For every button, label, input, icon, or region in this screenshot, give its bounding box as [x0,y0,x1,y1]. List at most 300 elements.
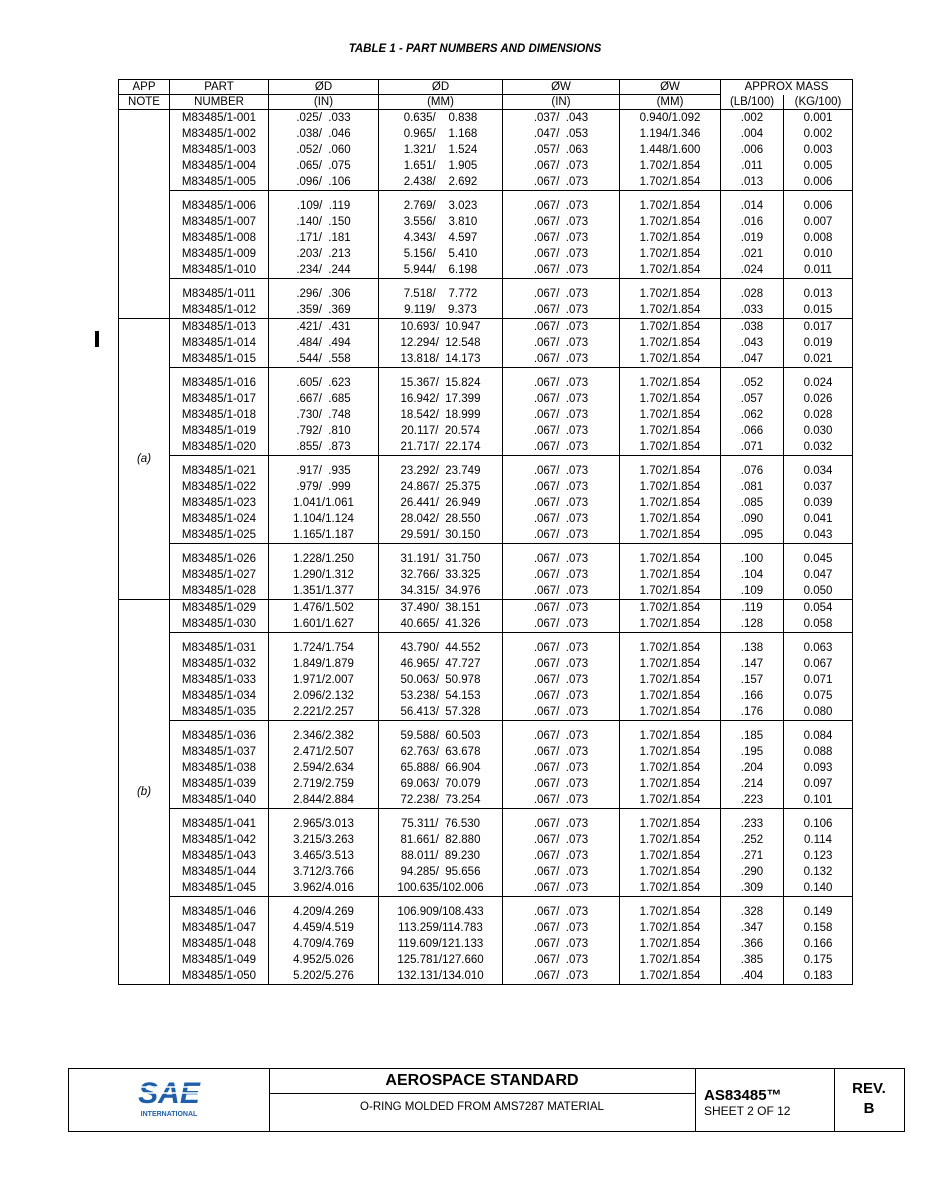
table-row [119,302,853,319]
mass-lb-cell: .002 [721,110,784,127]
w-mm-cell: 1.448/1.600 [620,142,721,158]
mass-kg-cell: 0.001 [784,110,853,127]
mass-kg-cell: 0.003 [784,142,853,158]
table-row [119,776,853,792]
d-in-cell: 3.215/3.263 [269,832,379,848]
mass-lb-cell: .006 [721,142,784,158]
table-row [119,375,853,391]
part-number-cell: M83485/1-038 [170,760,269,776]
part-number-cell: M83485/1-039 [170,776,269,792]
d-in-cell: 2.594/2.634 [269,760,379,776]
mass-kg-cell: 0.054 [784,600,853,617]
w-mm-cell: 1.702/1.854 [620,600,721,617]
table-row [119,616,853,633]
part-number-cell: M83485/1-023 [170,495,269,511]
part-number-cell: M83485/1-021 [170,463,269,479]
title-block [68,1068,905,1132]
w-in-cell: .067/ .073 [503,407,620,423]
d-in-cell: .171/ .181 [269,230,379,246]
table-row [119,262,853,279]
w-in-cell: .067/ .073 [503,230,620,246]
d-mm-cell: 100.635/102.006 [379,880,503,897]
mass-kg-cell: 0.028 [784,407,853,423]
d-in-cell: 3.712/3.766 [269,864,379,880]
d-mm-cell: 119.609/121.133 [379,936,503,952]
table-row [119,583,853,600]
d-in-cell: .096/ .106 [269,174,379,191]
d-mm-cell: 5.156/ 5.410 [379,246,503,262]
mass-lb-cell: .095 [721,527,784,544]
part-number-cell: M83485/1-011 [170,286,269,302]
mass-kg-cell: 0.026 [784,391,853,407]
w-mm-cell: 1.702/1.854 [620,391,721,407]
table-title: TABLE 1 - PART NUMBERS AND DIMENSIONS [348,43,602,55]
d-mm-cell: 125.781/127.660 [379,952,503,968]
w-mm-cell: 1.702/1.854 [620,567,721,583]
header-w-mm-unit: (MM) [620,95,721,110]
mass-kg-cell: 0.041 [784,511,853,527]
part-number-cell: M83485/1-027 [170,567,269,583]
mass-lb-cell: .021 [721,246,784,262]
w-in-cell: .067/ .073 [503,688,620,704]
w-mm-cell: 1.702/1.854 [620,776,721,792]
mass-lb-cell: .038 [721,319,784,336]
mass-lb-cell: .347 [721,920,784,936]
mass-kg-cell: 0.114 [784,832,853,848]
table-row [119,319,853,336]
d-mm-cell: 1.651/ 1.905 [379,158,503,174]
spacer-row [119,809,853,817]
d-mm-cell: 113.259/114.783 [379,920,503,936]
d-in-cell: 4.952/5.026 [269,952,379,968]
w-in-cell: .067/ .073 [503,600,620,617]
part-number-cell: M83485/1-044 [170,864,269,880]
w-in-cell: .067/ .073 [503,880,620,897]
w-in-cell: .067/ .073 [503,495,620,511]
w-in-cell: .067/ .073 [503,672,620,688]
header-mass-kg: (KG/100) [784,95,853,110]
revision-value: B [863,1100,875,1117]
sae-logo-subtext: INTERNATIONAL [140,1111,198,1118]
part-number-cell: M83485/1-043 [170,848,269,864]
w-mm-cell: 1.702/1.854 [620,728,721,744]
w-mm-cell: 1.702/1.854 [620,968,721,985]
w-mm-cell: 1.702/1.854 [620,302,721,319]
d-in-cell: 2.965/3.013 [269,816,379,832]
mass-lb-cell: .233 [721,816,784,832]
table-row [119,567,853,583]
table-row [119,511,853,527]
mass-kg-cell: 0.021 [784,351,853,368]
w-mm-cell: 1.702/1.854 [620,832,721,848]
spacer-row [119,544,853,552]
w-mm-cell: 1.702/1.854 [620,583,721,600]
d-mm-cell: 37.490/ 38.151 [379,600,503,617]
d-mm-cell: 62.763/ 63.678 [379,744,503,760]
header-w-in: ØW [503,80,620,95]
d-in-cell: .730/ .748 [269,407,379,423]
part-number-cell: M83485/1-048 [170,936,269,952]
w-in-cell: .067/ .073 [503,583,620,600]
mass-lb-cell: .309 [721,880,784,897]
d-in-cell: 2.471/2.507 [269,744,379,760]
logo-cell [69,1069,270,1131]
d-in-cell: .484/ .494 [269,335,379,351]
d-mm-cell: 2.769/ 3.023 [379,198,503,214]
part-number-cell: M83485/1-001 [170,110,269,127]
part-number-cell: M83485/1-005 [170,174,269,191]
mass-lb-cell: .104 [721,567,784,583]
d-in-cell: 1.041/1.061 [269,495,379,511]
w-in-cell: .067/ .073 [503,479,620,495]
d-in-cell: 1.971/2.007 [269,672,379,688]
mass-kg-cell: 0.034 [784,463,853,479]
d-mm-cell: 20.117/ 20.574 [379,423,503,439]
w-in-cell: .067/ .073 [503,439,620,456]
table-row [119,286,853,302]
header-number: NUMBER [170,95,269,110]
part-number-cell: M83485/1-028 [170,583,269,600]
mass-kg-cell: 0.080 [784,704,853,721]
w-in-cell: .067/ .073 [503,286,620,302]
d-in-cell: 1.476/1.502 [269,600,379,617]
mass-lb-cell: .100 [721,551,784,567]
d-in-cell: .667/ .685 [269,391,379,407]
w-in-cell: .057/ .063 [503,142,620,158]
mass-kg-cell: 0.097 [784,776,853,792]
d-in-cell: 1.104/1.124 [269,511,379,527]
table-row [119,214,853,230]
d-mm-cell: 0.965/ 1.168 [379,126,503,142]
w-mm-cell: 1.702/1.854 [620,351,721,368]
d-mm-cell: 81.661/ 82.880 [379,832,503,848]
standard-title: AEROSPACE STANDARD [269,1069,695,1094]
w-mm-cell: 1.702/1.854 [620,920,721,936]
d-in-cell: .234/ .244 [269,262,379,279]
mass-lb-cell: .071 [721,439,784,456]
mass-kg-cell: 0.030 [784,423,853,439]
spacer-row [119,897,853,905]
d-in-cell: .296/ .306 [269,286,379,302]
w-mm-cell: 1.702/1.854 [620,286,721,302]
d-in-cell: 2.346/2.382 [269,728,379,744]
w-mm-cell: 1.702/1.854 [620,511,721,527]
w-in-cell: .067/ .073 [503,302,620,319]
d-in-cell: .109/ .119 [269,198,379,214]
mass-kg-cell: 0.010 [784,246,853,262]
part-number-cell: M83485/1-010 [170,262,269,279]
w-in-cell: .067/ .073 [503,936,620,952]
mass-kg-cell: 0.039 [784,495,853,511]
d-in-cell: .140/ .150 [269,214,379,230]
mass-lb-cell: .062 [721,407,784,423]
w-mm-cell: 1.702/1.854 [620,335,721,351]
d-in-cell: 2.096/2.132 [269,688,379,704]
sheet-number: SHEET 2 OF 12 [704,1104,791,1118]
app-note-cell: (b) [119,600,170,985]
w-mm-cell: 1.702/1.854 [620,640,721,656]
w-in-cell: .067/ .073 [503,262,620,279]
d-in-cell: .359/ .369 [269,302,379,319]
w-in-cell: .067/ .073 [503,968,620,985]
part-number-cell: M83485/1-026 [170,551,269,567]
part-number-cell: M83485/1-045 [170,880,269,897]
w-mm-cell: 0.940/1.092 [620,110,721,127]
mass-kg-cell: 0.043 [784,527,853,544]
mass-kg-cell: 0.084 [784,728,853,744]
w-mm-cell: 1.702/1.854 [620,848,721,864]
table-row [119,704,853,721]
d-mm-cell: 13.818/ 14.173 [379,351,503,368]
w-in-cell: .067/ .073 [503,335,620,351]
w-in-cell: .067/ .073 [503,728,620,744]
table-row [119,495,853,511]
mass-kg-cell: 0.075 [784,688,853,704]
document-number: AS83485™ [704,1087,782,1104]
w-in-cell: .067/ .073 [503,832,620,848]
d-in-cell: 1.228/1.250 [269,551,379,567]
d-mm-cell: 5.944/ 6.198 [379,262,503,279]
w-mm-cell: 1.702/1.854 [620,319,721,336]
part-number-cell: M83485/1-015 [170,351,269,368]
d-in-cell: 2.221/2.257 [269,704,379,721]
mass-lb-cell: .057 [721,391,784,407]
mass-kg-cell: 0.037 [784,479,853,495]
mass-kg-cell: 0.101 [784,792,853,809]
w-in-cell: .067/ .073 [503,656,620,672]
w-mm-cell: 1.702/1.854 [620,551,721,567]
mass-lb-cell: .176 [721,704,784,721]
d-mm-cell: 2.438/ 2.692 [379,174,503,191]
mass-lb-cell: .066 [721,423,784,439]
d-in-cell: .203/ .213 [269,246,379,262]
table-row [119,600,853,617]
mass-kg-cell: 0.175 [784,952,853,968]
table-row [119,952,853,968]
title-middle [269,1069,696,1131]
header-d-in: ØD [269,80,379,95]
mass-kg-cell: 0.058 [784,616,853,633]
table-row [119,672,853,688]
table-row [119,864,853,880]
part-number-cell: M83485/1-031 [170,640,269,656]
mass-lb-cell: .011 [721,158,784,174]
part-number-cell: M83485/1-047 [170,920,269,936]
mass-kg-cell: 0.015 [784,302,853,319]
spacer-row [119,633,853,641]
mass-kg-cell: 0.013 [784,286,853,302]
table-row [119,792,853,809]
mass-lb-cell: .214 [721,776,784,792]
w-mm-cell: 1.702/1.854 [620,230,721,246]
part-number-cell: M83485/1-009 [170,246,269,262]
w-mm-cell: 1.702/1.854 [620,246,721,262]
mass-lb-cell: .016 [721,214,784,230]
mass-kg-cell: 0.123 [784,848,853,864]
d-in-cell: 1.601/1.627 [269,616,379,633]
part-number-cell: M83485/1-042 [170,832,269,848]
d-mm-cell: 7.518/ 7.772 [379,286,503,302]
d-mm-cell: 18.542/ 18.999 [379,407,503,423]
w-in-cell: .067/ .073 [503,174,620,191]
mass-kg-cell: 0.007 [784,214,853,230]
mass-lb-cell: .081 [721,479,784,495]
d-mm-cell: 15.367/ 15.824 [379,375,503,391]
table-row [119,656,853,672]
d-in-cell: 2.844/2.884 [269,792,379,809]
sae-logo-text: SAE [138,1077,200,1110]
mass-kg-cell: 0.045 [784,551,853,567]
mass-lb-cell: .223 [721,792,784,809]
w-mm-cell: 1.702/1.854 [620,864,721,880]
part-number-cell: M83485/1-034 [170,688,269,704]
sae-logo [136,1075,202,1119]
d-mm-cell: 106.909/108.433 [379,904,503,920]
part-numbers-table [118,79,853,985]
mass-lb-cell: .076 [721,463,784,479]
header-note: NOTE [119,95,170,110]
d-mm-cell: 53.238/ 54.153 [379,688,503,704]
mass-kg-cell: 0.140 [784,880,853,897]
mass-kg-cell: 0.011 [784,262,853,279]
mass-lb-cell: .033 [721,302,784,319]
d-mm-cell: 9.119/ 9.373 [379,302,503,319]
part-number-cell: M83485/1-049 [170,952,269,968]
w-mm-cell: 1.702/1.854 [620,792,721,809]
w-mm-cell: 1.702/1.854 [620,816,721,832]
mass-kg-cell: 0.106 [784,816,853,832]
table-row [119,904,853,920]
mass-kg-cell: 0.002 [784,126,853,142]
revision-cell [834,1079,904,1119]
table-row [119,848,853,864]
header-mass-lb: (LB/100) [721,95,784,110]
header-app: APP [119,80,170,95]
w-in-cell: .067/ .073 [503,158,620,174]
w-mm-cell: 1.702/1.854 [620,479,721,495]
d-in-cell: 1.849/1.879 [269,656,379,672]
mass-lb-cell: .252 [721,832,784,848]
d-mm-cell: 16.942/ 17.399 [379,391,503,407]
header-part: PART [170,80,269,95]
mass-kg-cell: 0.024 [784,375,853,391]
d-mm-cell: 72.238/ 73.254 [379,792,503,809]
app-note-cell: (a) [119,319,170,600]
d-mm-cell: 46.965/ 47.727 [379,656,503,672]
table-row [119,920,853,936]
d-in-cell: 1.165/1.187 [269,527,379,544]
mass-lb-cell: .109 [721,583,784,600]
w-mm-cell: 1.702/1.854 [620,214,721,230]
d-mm-cell: 43.790/ 44.552 [379,640,503,656]
part-number-cell: M83485/1-018 [170,407,269,423]
w-mm-cell: 1.702/1.854 [620,656,721,672]
part-number-cell: M83485/1-040 [170,792,269,809]
table-row [119,391,853,407]
app-note-cell [119,110,170,319]
part-number-cell: M83485/1-036 [170,728,269,744]
mass-kg-cell: 0.006 [784,174,853,191]
d-in-cell: 1.351/1.377 [269,583,379,600]
mass-lb-cell: .385 [721,952,784,968]
d-mm-cell: 29.591/ 30.150 [379,527,503,544]
d-in-cell: 4.459/4.519 [269,920,379,936]
w-mm-cell: 1.702/1.854 [620,174,721,191]
mass-kg-cell: 0.017 [784,319,853,336]
mass-lb-cell: .166 [721,688,784,704]
mass-kg-cell: 0.019 [784,335,853,351]
w-mm-cell: 1.702/1.854 [620,423,721,439]
mass-kg-cell: 0.032 [784,439,853,456]
d-mm-cell: 1.321/ 1.524 [379,142,503,158]
table-row [119,880,853,897]
table-row [119,936,853,952]
mass-lb-cell: .128 [721,616,784,633]
mass-kg-cell: 0.166 [784,936,853,952]
part-number-cell: M83485/1-017 [170,391,269,407]
table-row [119,744,853,760]
d-mm-cell: 28.042/ 28.550 [379,511,503,527]
part-number-cell: M83485/1-002 [170,126,269,142]
table-row [119,688,853,704]
header-d-in-unit: (IN) [269,95,379,110]
part-number-cell: M83485/1-037 [170,744,269,760]
table-row [119,110,853,127]
w-in-cell: .067/ .073 [503,463,620,479]
part-number-cell: M83485/1-003 [170,142,269,158]
d-mm-cell: 94.285/ 95.656 [379,864,503,880]
d-mm-cell: 10.693/ 10.947 [379,319,503,336]
mass-lb-cell: .271 [721,848,784,864]
w-in-cell: .067/ .073 [503,551,620,567]
w-in-cell: .067/ .073 [503,816,620,832]
w-mm-cell: 1.702/1.854 [620,760,721,776]
w-mm-cell: 1.702/1.854 [620,904,721,920]
w-mm-cell: 1.702/1.854 [620,744,721,760]
part-number-cell: M83485/1-022 [170,479,269,495]
d-in-cell: .421/ .431 [269,319,379,336]
part-number-cell: M83485/1-029 [170,600,269,617]
d-mm-cell: 56.413/ 57.328 [379,704,503,721]
mass-lb-cell: .328 [721,904,784,920]
d-in-cell: 4.709/4.769 [269,936,379,952]
part-number-cell: M83485/1-013 [170,319,269,336]
part-number-cell: M83485/1-016 [170,375,269,391]
w-in-cell: .067/ .073 [503,776,620,792]
mass-kg-cell: 0.008 [784,230,853,246]
d-mm-cell: 65.888/ 66.904 [379,760,503,776]
mass-lb-cell: .019 [721,230,784,246]
w-in-cell: .067/ .073 [503,198,620,214]
w-in-cell: .067/ .073 [503,214,620,230]
table-row [119,174,853,191]
d-mm-cell: 50.063/ 50.978 [379,672,503,688]
spacer-row [119,456,853,464]
table-row [119,246,853,262]
w-in-cell: .067/ .073 [503,246,620,262]
revision-change-bar [95,331,99,347]
d-mm-cell: 32.766/ 33.325 [379,567,503,583]
table-row [119,126,853,142]
w-mm-cell: 1.702/1.854 [620,198,721,214]
table-row [119,640,853,656]
header-d-mm-unit: (MM) [379,95,503,110]
part-number-cell: M83485/1-012 [170,302,269,319]
header-w-mm: ØW [620,80,721,95]
part-number-cell: M83485/1-008 [170,230,269,246]
w-in-cell: .067/ .073 [503,704,620,721]
mass-lb-cell: .138 [721,640,784,656]
